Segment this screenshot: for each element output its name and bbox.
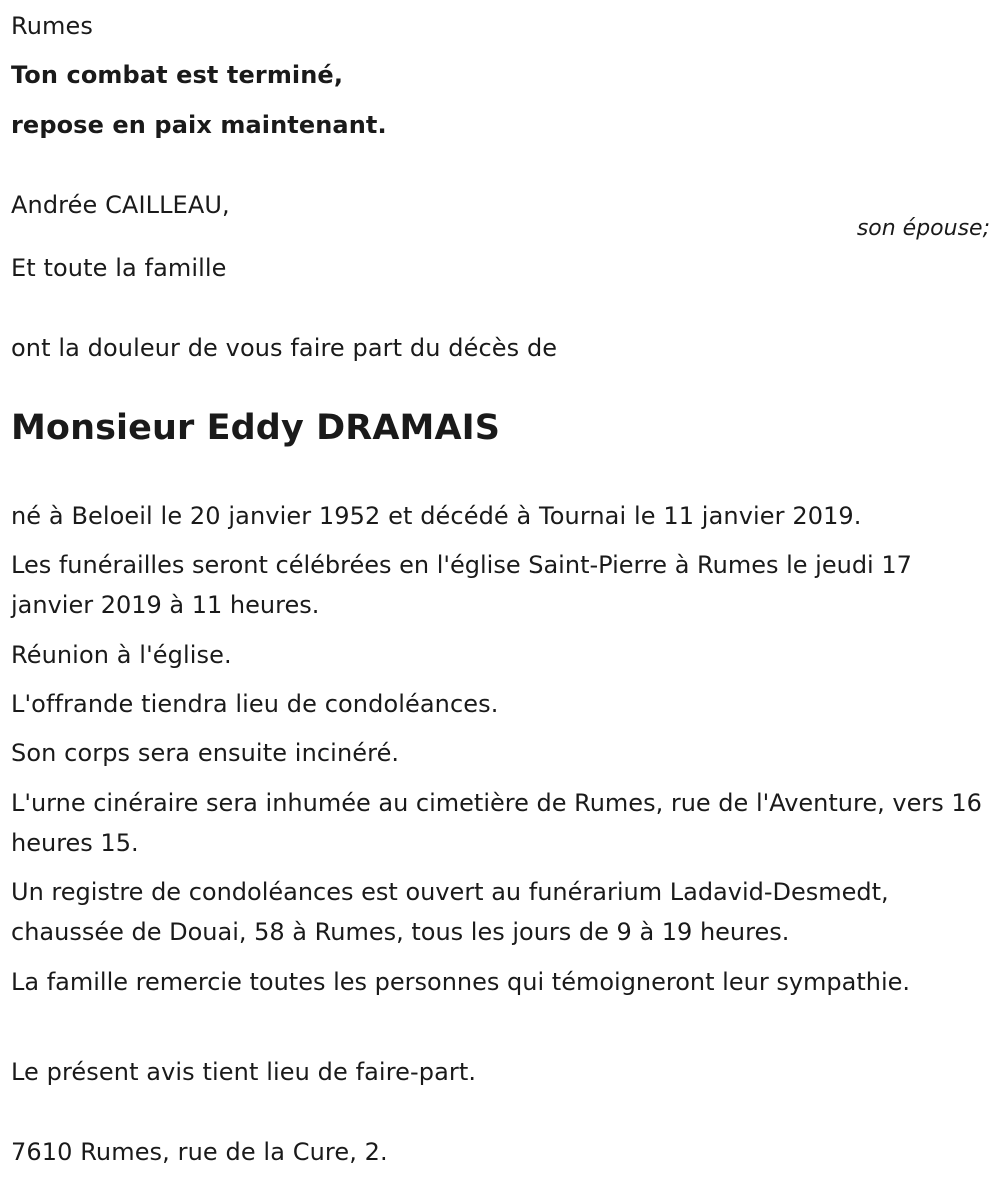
announcement-text: ont la douleur de vous faire part du décès de [11, 334, 558, 362]
thanks-text: La famille remercie toutes les personnes qui témoigneront leur sympathie. [11, 968, 911, 996]
verse-line-2: repose en paix maintenant. [11, 111, 387, 139]
notice-text: Le présent avis tient lieu de faire-part. [11, 1058, 477, 1086]
spouse-name: Andrée CAILLEAU, [11, 191, 230, 219]
family-others: Et toute la famille [11, 254, 227, 282]
register-text: Un registre de condoléances est ouvert au funérarium Ladavid-Desmedt, chaussée de Douai, 58 à Rumes, tous les jours de 9 à 19 heures. [11, 878, 889, 946]
spouse-relation: son épouse; [856, 216, 990, 241]
urn-text: L'urne cinéraire sera inhumée au cimetière de Rumes, rue de l'Aventure, vers 16 heures 15. [11, 789, 982, 857]
meeting-text: Réunion à l'église. [11, 641, 232, 669]
birth-death-text: né à Beloeil le 20 janvier 1952 et décédé à Tournai le 11 janvier 2019. [11, 502, 862, 530]
header-city: Rumes [11, 12, 93, 40]
deceased-name: Monsieur Eddy DRAMAIS [11, 408, 501, 448]
funeral-text: Les funérailles seront célébrées en l'église Saint-Pierre à Rumes le jeudi 17 janvier 2019 à 11 heures. [11, 551, 912, 619]
cremation-text: Son corps sera ensuite incinéré. [11, 739, 400, 767]
offering-text: L'offrande tiendra lieu de condoléances. [11, 690, 499, 718]
address-text: 7610 Rumes, rue de la Cure, 2. [11, 1138, 388, 1166]
verse-line-1: Ton combat est terminé, [11, 61, 344, 89]
